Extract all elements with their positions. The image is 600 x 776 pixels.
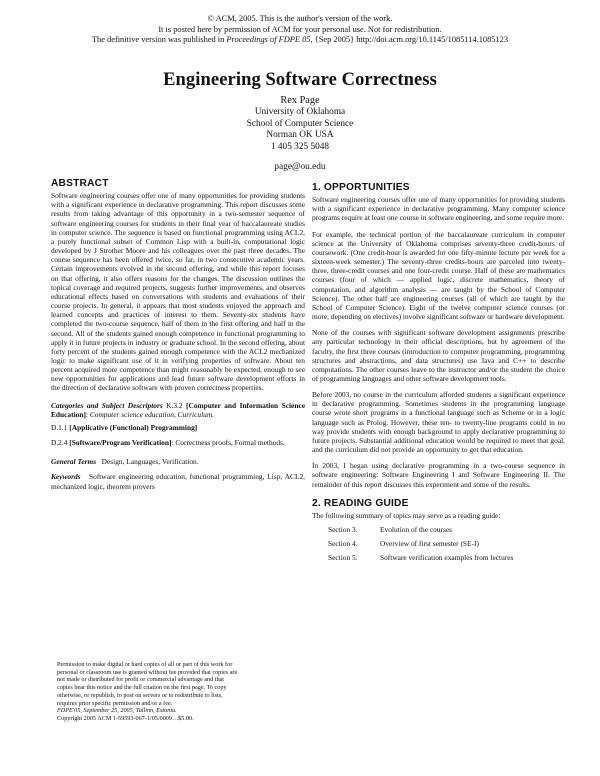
list-item: Section 5. Software verification examples from lectures — [328, 553, 514, 563]
abstract-heading: ABSTRACT — [51, 178, 109, 189]
venue-name: Proceedings of FDPE 05 — [226, 35, 311, 45]
category-k32: Categories and Subject Descriptors K.3.2 [Computer and Information Science Education]: Computer science education, Curriculum. — [51, 400, 305, 419]
header-line-1: © ACM, 2005. This is the author's version of the work. — [207, 14, 393, 23]
reading-guide-intro: The following summary of topics may serve as a reading guide: — [312, 510, 501, 520]
paragraph: In 2003, I began using declarative programming in a two-course sequence in software engineering: Software Engineering I and Software Engineering II. The remainder of this report discusses this experiment and some of the results. — [312, 461, 565, 489]
affiliation-line: 1 405 325 5048 — [270, 141, 330, 152]
general-terms: General Terms Design, Languages, Verification. — [51, 457, 199, 467]
conference-venue: FDPE'05, September 25, 2005, Tallinn, Estonia. — [57, 707, 177, 715]
header-line-2: It is posted here by permission of ACM for your personal use. Not for redistribution. — [158, 24, 442, 34]
paper-title: Engineering Software Correctness — [163, 70, 437, 90]
affiliation-line: University of Oklahoma — [254, 107, 346, 117]
paragraph: Software engineering courses offer one of many opportunities for providing students with a significant experience in declarative programming. Many computer science programs require at least one course in software engineering, and some require more. — [312, 195, 565, 223]
right-column — [312, 183, 565, 567]
author-block — [0, 95, 600, 174]
header-line-3: The definitive version was published in Proceedings of FDPE 05, {Sep 2005} http://doi.acm.org/10.1145/1085114.1085123 — [91, 35, 509, 45]
section-2-heading: 2. READING GUIDE — [312, 497, 409, 509]
author-name: Rex Page — [280, 95, 320, 106]
reading-guide-list — [328, 525, 565, 562]
abstract-text: Software engineering courses offer one of many opportunities for providing students with a significant experience in declarative programming. This report discusses some results from taking advantage of this opportunity in a two-semester sequence of software engineering courses for students in their final year of baccalaureate studies in computer science. The sequence is based on functional programming using ACL2, a purely functional subset of Common Lisp with a built-in, computational logic developed by J Strother Moore and his colleagues over the past three decades. The course sequence has been offered twice, so far, in two consecutive academic years. Certain improvements evolved in the second offering, and while this report focuses on that offering, it also offers reasons for the changes. The discussion outlines the topical coverage and required projects, suggests further improvements, and observes educational effects based on conversations with students and evaluations of their course projects. In general, it appears that most students enjoyed the approach and learned concepts and practices of interest to them. Seventy-six students have completed the two-course sequence, half of them in the first offering and half in the second. All of the students gained enough competence in functional programming to apply it in future projects in industry or graduate school. In the second offering, about forty percent of the students gained enough competence with the ACL2 mechanized logic to make significant use of it in verifying properties of software. About ten percent acquired more competence than might reasonably be expected, enough to see new opportunities for applications and lead future software development efforts in the direction of declarative software with proven correctness properties. — [51, 191, 305, 393]
categories-block — [51, 401, 305, 491]
paragraph: None of the courses with significant software development assignments prescribe any particular technology in their official descriptions, but by agreement of the faculty, the first three courses (introduction to computer programming, programming structures and abstractions, and data structures) use Java and C++ to describe computations. The other courses leave to the instructor and/or the student the choice of programming languages and other software development tools. — [312, 328, 565, 383]
paragraph: For example, the technical portion of the baccalaureate curriculum in computer science at the University of Oklahoma comprises seventy-three credit-hours of coursework. (One credit-hour is awarded for one fifty-minute lecture per week for a sixteen-week semester.) The seventy-three credits-hours are parceled into twenty-three, three-credit courses and one four-credit course. Half of these are mathematics courses (four of which — applied logic, discrete mathematics, theory of computation, and algorithm analysis — are taught by the School of Computer Science). The other half are engineering courses (all of which are taught by the School of Computer Science). Eight of the twelve computer science courses (or more, depending on electives) involve significant software or hardware development. — [312, 229, 565, 322]
copyright-header — [0, 14, 600, 46]
affiliation-line: School of Computer Science — [246, 118, 354, 129]
left-column — [51, 179, 305, 495]
list-item: Section 4. Overview of first semester (SE-I) — [328, 539, 479, 549]
affiliation-line: Norman OK USA — [266, 130, 334, 141]
paragraph: Before 2003, no course in the curriculum afforded students a significant experience in declarative programming. Sometimes students in the programming language course wrote short programs in a functional language such as Scheme or in a logic language such as Prolog. However, these ten- to twenty-line programs could in no way provide students with enough background to apply declarative programming to future projects. Substantial additional education would be required to meet that goal, and the curriculum did not provide an opportunity to get that education. — [312, 390, 565, 455]
category-d24: D.2.4 [Software/Program Verification]: Correctness proofs, Formal methods. — [51, 438, 285, 448]
keywords: Keywords Software engineering education, functional programming, Lisp, ACL2, mechanized logic, theorem provers — [51, 472, 306, 491]
acm-copyright: Copyright 2005 ACM 1-59593-067-1/05/0009…$5.00. — [57, 714, 194, 722]
category-d11: D.1.1 [Applicative (Functional) Programming] — [51, 422, 198, 432]
list-item: Section 3. Evolution of the courses — [328, 525, 453, 534]
permission-notice: Permission to make digital or hard copies of all or part of this work for personal or classroom use is granted without fee provided that copies are not made or distributed for profit or commercial advantage and that copies bear this notice and the full citation on the first page. To copy otherwise, or republish, to post on servers or to redistribute to lists, requires prior specific permission and/or a fee. FDPE'05, September 25, 2005, Tallinn, Estonia. Copyright 2005 ACM 1-59593-067-1/05/0009…$5.00. — [57, 661, 307, 723]
section-1-heading: 1. OPPORTUNITIES — [312, 182, 410, 193]
author-email: page@ou.edu — [274, 162, 326, 173]
